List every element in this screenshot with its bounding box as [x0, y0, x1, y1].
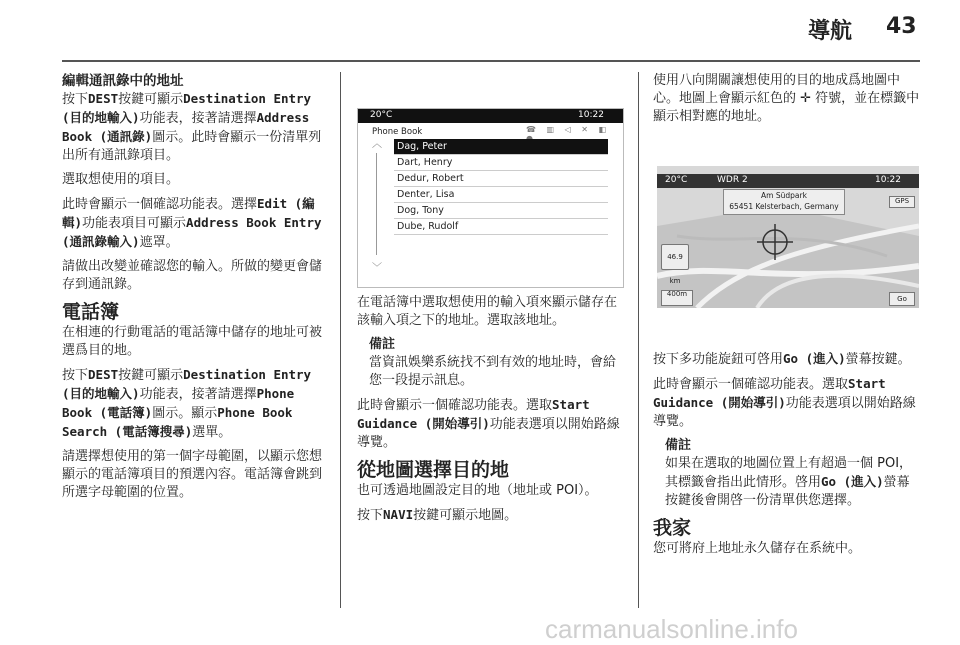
text: 功能表選項以開始路線導覽。 [357, 417, 620, 450]
paragraph [62, 366, 324, 442]
text: 此時會顯示一個確認功能表。選取 [653, 377, 849, 392]
status-bar [358, 109, 623, 123]
paragraph [357, 506, 623, 525]
scroll-down-icon[interactable]: ﹀ [372, 263, 382, 274]
menu-label: Start Guidance (開始導引) [357, 397, 590, 431]
paragraph: 在相連的行動電話的電話簿中儲存的地址可被選爲目的地。 [62, 325, 323, 358]
watermark: carmanualsonline.info [545, 614, 798, 644]
address-line: 65451 Kelsterbach, Germany [729, 202, 839, 211]
text: 此時會顯示一個確認功能表。選取 [357, 398, 553, 413]
column-1 [62, 72, 324, 508]
distance-indicator: 46.9 km [661, 244, 689, 270]
note-text: 當資訊娛樂系統找不到有效的地址時，會給您一段提示訊息。 [369, 355, 617, 388]
header-rule [62, 60, 920, 62]
paragraph [653, 350, 921, 369]
radio-station: WDR 2 [717, 175, 748, 185]
address-line: Am Südpark [761, 191, 807, 200]
button-label: Go (進入) [783, 351, 846, 366]
scroll-up-icon[interactable]: ︿ [372, 139, 382, 150]
note-label: 備註 [369, 337, 396, 352]
clock: 10:22 [875, 175, 901, 185]
text: 功能表，接著請選擇 [139, 387, 257, 402]
note-label: 備註 [665, 438, 692, 453]
list-item[interactable]: Dag, Peter [394, 139, 608, 155]
note [653, 437, 921, 510]
text: 按下 [62, 368, 89, 383]
paragraph [62, 90, 324, 165]
column-divider [638, 72, 639, 608]
temperature: 20°C [370, 110, 393, 120]
heading-phone-book: 電話簿 [62, 301, 120, 323]
paragraph [62, 195, 324, 252]
paragraph: 您可將府上地址永久儲存在系統中。 [653, 541, 862, 556]
text: 選單。 [192, 425, 232, 440]
temperature: 20°C [665, 175, 688, 185]
paragraph: 也可透過地圖設定目的地（地址或 POI）。 [357, 483, 598, 498]
list-item[interactable]: Dube, Rudolf [394, 219, 608, 235]
page-header [0, 0, 960, 60]
phone-book-list [394, 139, 608, 235]
key-label: NAVI [383, 507, 414, 522]
list-item[interactable]: Dog, Tony [394, 203, 608, 219]
list-item[interactable]: Dedur, Robert [394, 171, 608, 187]
note-text [665, 455, 921, 510]
paragraph: 選取想使用的項目。 [62, 172, 180, 187]
text: 遮罩。 [139, 235, 179, 250]
status-bar [657, 174, 919, 188]
text: 螢幕按鍵。 [845, 352, 911, 367]
gps-button[interactable]: GPS [889, 196, 915, 208]
text: 按下 [357, 508, 384, 523]
text: 圖示。顯示 [152, 406, 218, 421]
text: 如果在選取的地圖位置上有超過一個 POI，其標籤會指出此情形。啓用 [665, 456, 913, 490]
paragraph [357, 396, 623, 452]
column-divider [340, 72, 341, 608]
paragraph [653, 375, 921, 431]
list-item[interactable]: Dart, Henry [394, 155, 608, 171]
map-screenshot [657, 166, 919, 308]
go-button[interactable]: Go [889, 292, 915, 306]
column-3 [653, 72, 921, 132]
screen-title: Phone Book [372, 127, 423, 137]
list-item[interactable]: Denter, Lisa [394, 187, 608, 203]
text: 按鍵可顯示 [118, 92, 184, 107]
paragraph: 請選擇想使用的第一個字母範圍，以顯示您想顯示的電話簿項目的預選內容。電話簿會跳到所選字母範圍的位置。 [62, 449, 323, 500]
text: 按下多功能旋鈕可啓用 [653, 352, 784, 367]
paragraph: 在電話簿中選取想使用的輸入項來顯示儲存在該輸入項之下的地址。選取該地址。 [357, 295, 618, 328]
page-number: 43 [886, 14, 917, 39]
scrollbar[interactable] [376, 153, 377, 255]
paragraph: 使用八向開關讓想使用的目的地成爲地圖中心。地圖上會顯示紅色的 ✛ 符號，並在標籤中顯示相對應的地址。 [653, 73, 920, 124]
menu-label: Edit (編輯) [62, 196, 315, 230]
menu-label: Address Book (通訊錄) [62, 110, 310, 144]
heading-select-from-map: 從地圖選擇目的地 [357, 459, 510, 481]
key-label: DEST [88, 91, 119, 106]
heading-home: 我家 [653, 517, 692, 539]
menu-label: Start Guidance (開始導引) [653, 376, 886, 410]
menu-label: Phone Book Search (電話簿搜尋) [62, 405, 293, 439]
paragraph: 請做出改變並確認您的輸入。所做的變更會儲存到通訊錄。 [62, 259, 323, 292]
text: 按鍵可顯示 [118, 368, 184, 383]
phone-book-screenshot [357, 108, 624, 288]
note [357, 336, 623, 390]
column-3-continued [653, 350, 921, 564]
scale-indicator: 400m [661, 290, 693, 306]
status-icons: ☎ ▥ ◁ ✕ ◧ [526, 125, 611, 134]
menu-label: Address Book Entry (通訊錄輸入) [62, 215, 322, 249]
key-label: DEST [88, 367, 119, 382]
heading-edit-address: 編輯通訊錄中的地址 [62, 73, 184, 89]
column-2 [357, 294, 623, 531]
text: 功能表，接著請選擇 [139, 111, 257, 126]
menu-label: Destination Entry (目的地輸入) [62, 367, 312, 401]
button-label: Go (進入) [821, 474, 884, 489]
text: 圖示。此時會顯示一份清單列出所有通訊錄項目。 [62, 130, 322, 163]
clock: 10:22 [578, 110, 604, 120]
text: 螢幕按鍵後會開啓一份清單供您選擇。 [665, 475, 910, 508]
text: 功能表選項以開始路線導覽。 [653, 396, 916, 429]
text: 功能表項目可顯示 [82, 216, 187, 231]
menu-label: Destination Entry (目的地輸入) [62, 91, 312, 125]
text: 按鍵可顯示地圖。 [413, 508, 518, 523]
address-label [723, 189, 845, 215]
menu-label: Phone Book (電話簿) [62, 386, 295, 420]
text: 此時會顯示一個確認功能表。選擇 [62, 197, 258, 212]
text: 按下 [62, 92, 89, 107]
chapter-title: 導航 [808, 19, 853, 44]
